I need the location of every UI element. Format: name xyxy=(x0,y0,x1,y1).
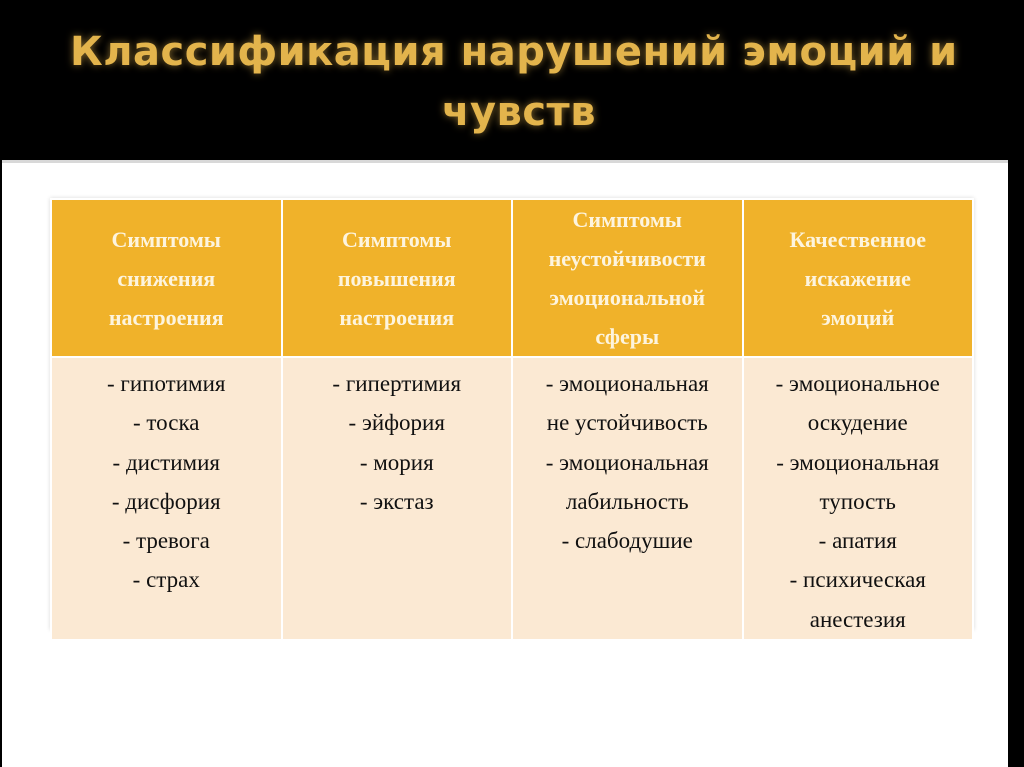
header-cell-qualitative-distortion xyxy=(743,199,974,357)
list-item: - экстаз xyxy=(359,488,434,514)
list-item: - тревога xyxy=(122,528,210,554)
slide-title-line-2: чувств xyxy=(442,89,597,135)
right-edge-band xyxy=(1008,160,1024,767)
header-line: Симптомы xyxy=(342,226,452,252)
table-header-row xyxy=(51,199,973,357)
list-item: - эмоциональная xyxy=(776,449,940,475)
header-line: повышения xyxy=(337,265,456,291)
list-item: - тоска xyxy=(133,410,200,436)
list-item: - дистимия xyxy=(112,449,220,475)
header-line: Симптомы xyxy=(111,226,221,252)
list-item: - эйфория xyxy=(348,410,445,436)
list-item: - психическая xyxy=(789,567,926,593)
list-item: - эмоциональное xyxy=(775,371,940,396)
list-item: тупость xyxy=(819,488,896,514)
header-line: эмоций xyxy=(821,304,895,330)
body-cell-emotional-instability xyxy=(512,357,743,640)
body-cell-mood-decrease xyxy=(51,357,282,640)
header-line: настроения xyxy=(108,304,224,330)
header-line: настроения xyxy=(339,304,455,330)
list-item: - дисфория xyxy=(111,488,221,514)
slide-title xyxy=(70,22,970,142)
body-cell-mood-increase xyxy=(282,357,513,640)
list-item: - эмоциональная xyxy=(545,371,709,396)
list-item: - слабодушие xyxy=(561,528,693,554)
header-line: снижения xyxy=(117,265,216,291)
header-cell-emotional-instability xyxy=(512,199,743,357)
body-cell-qualitative-distortion xyxy=(743,357,974,640)
list-item: лабильность xyxy=(565,488,689,514)
header-line: эмоциональной xyxy=(549,285,706,310)
table-body-row xyxy=(51,357,973,640)
title-band xyxy=(0,0,1024,160)
header-line: сферы xyxy=(595,324,660,349)
list-item: оскудение xyxy=(807,410,908,436)
list-item: - гипотимия xyxy=(107,371,226,396)
list-item: - гипертимия xyxy=(332,371,462,396)
list-item: - апатия xyxy=(818,528,897,554)
header-line: Качественное xyxy=(789,226,927,252)
list-item: не устойчивость xyxy=(546,410,708,436)
header-line: неустойчивости xyxy=(548,246,706,271)
header-cell-mood-decrease xyxy=(51,199,282,357)
slide-title-line-1: Классификация нарушений эмоций и xyxy=(70,29,958,75)
classification-table xyxy=(50,198,974,641)
list-item: - страх xyxy=(132,567,200,593)
list-item: - эмоциональная xyxy=(545,449,709,475)
list-item: - мория xyxy=(359,449,434,475)
header-line: искажение xyxy=(804,265,911,291)
header-line: Симптомы xyxy=(572,207,682,232)
list-item: анестезия xyxy=(809,606,906,632)
header-cell-mood-increase xyxy=(282,199,513,357)
